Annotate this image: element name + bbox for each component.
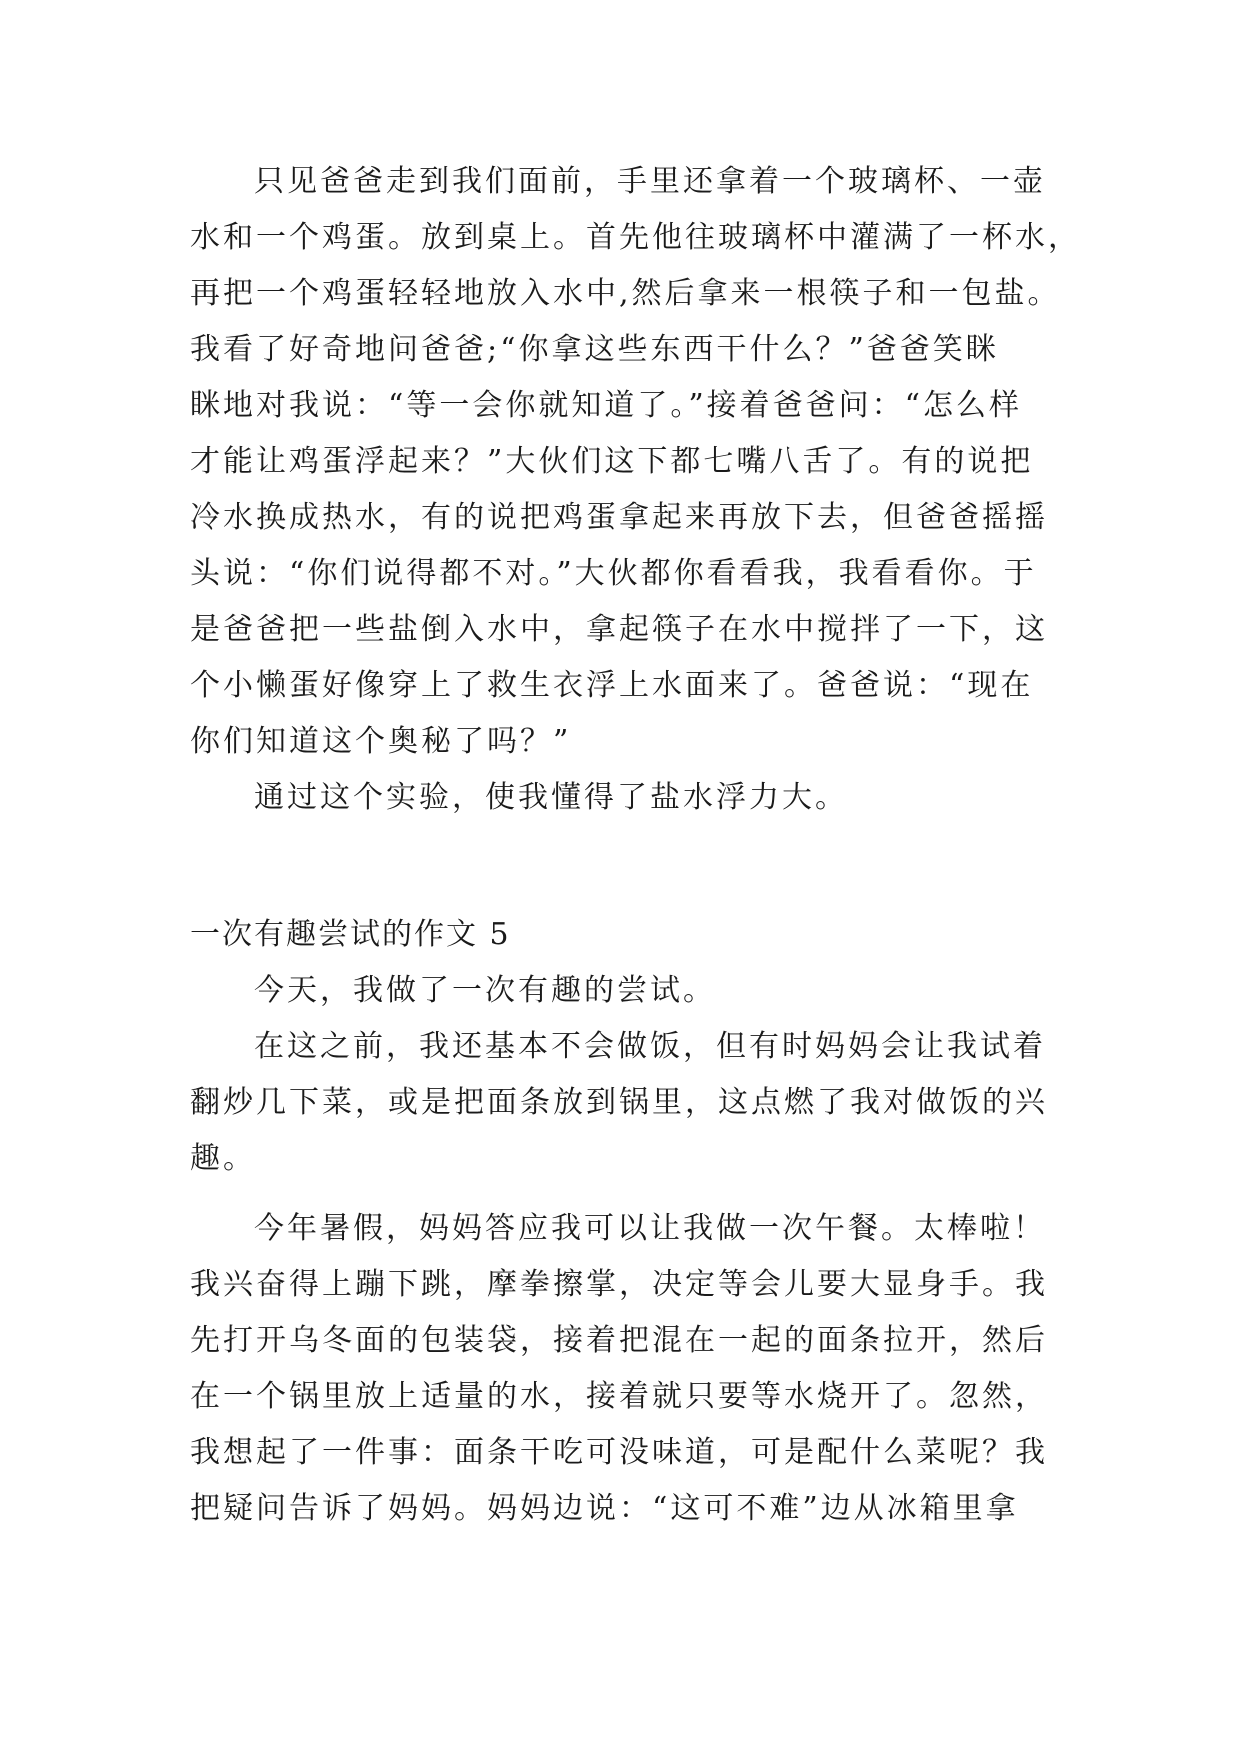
section-heading: 一次有趣尝试的作文 5: [190, 917, 511, 952]
text-line: 把疑问告诉了妈妈。妈妈边说：“这可不难”边从冰箱里拿: [190, 1491, 1019, 1526]
text-line: 只见爸爸走到我们面前，手里还拿着一个玻璃杯、一壶: [254, 164, 1046, 199]
text-line: 趣。: [190, 1141, 256, 1176]
text-line: 头说：“你们说得都不对。”大伙都你看看我，我看看你。于: [190, 556, 1037, 591]
text-line: 个小懒蛋好像穿上了救生衣浮上水面来了。爸爸说：“现在: [190, 668, 1034, 703]
text-line: 通过这个实验，使我懂得了盐水浮力大。: [254, 780, 848, 815]
text-line: 翻炒几下菜，或是把面条放到锅里，这点燃了我对做饭的兴: [190, 1085, 1048, 1120]
text-line: 我想起了一件事：面条干吃可没味道，可是配什么菜呢？我: [190, 1435, 1048, 1470]
text-line: 眯地对我说：“等一会你就知道了。”接着爸爸问：“怎么样: [190, 388, 1023, 423]
text-line: 今天，我做了一次有趣的尝试。: [254, 973, 716, 1008]
text-line: 冷水换成热水，有的说把鸡蛋拿起来再放下去，但爸爸摇摇: [190, 500, 1048, 535]
text-line: 今年暑假，妈妈答应我可以让我做一次午餐。太棒啦！: [254, 1211, 1046, 1246]
text-line: 在一个锅里放上适量的水，接着就只要等水烧开了。忽然，: [190, 1379, 1048, 1414]
text-line: 我兴奋得上蹦下跳，摩拳擦掌，决定等会儿要大显身手。我: [190, 1267, 1048, 1302]
text-line: 你们知道这个奥秘了吗？”: [190, 724, 572, 759]
text-line: 再把一个鸡蛋轻轻地放入水中,然后拿来一根筷子和一包盐。: [190, 276, 1061, 311]
text-line: 先打开乌冬面的包装袋，接着把混在一起的面条拉开，然后: [190, 1323, 1048, 1358]
text-line: 水和一个鸡蛋。放到桌上。首先他往玻璃杯中灌满了一杯水，: [190, 220, 1081, 255]
text-line: 在这之前，我还基本不会做饭，但有时妈妈会让我试着: [254, 1029, 1046, 1064]
text-line: 才能让鸡蛋浮起来？”大伙们这下都七嘴八舌了。有的说把: [190, 444, 1034, 479]
text-line: 是爸爸把一些盐倒入水中，拿起筷子在水中搅拌了一下，这: [190, 612, 1048, 647]
text-line: 我看了好奇地问爸爸;“你拿这些东西干什么？”爸爸笑眯: [190, 332, 999, 367]
